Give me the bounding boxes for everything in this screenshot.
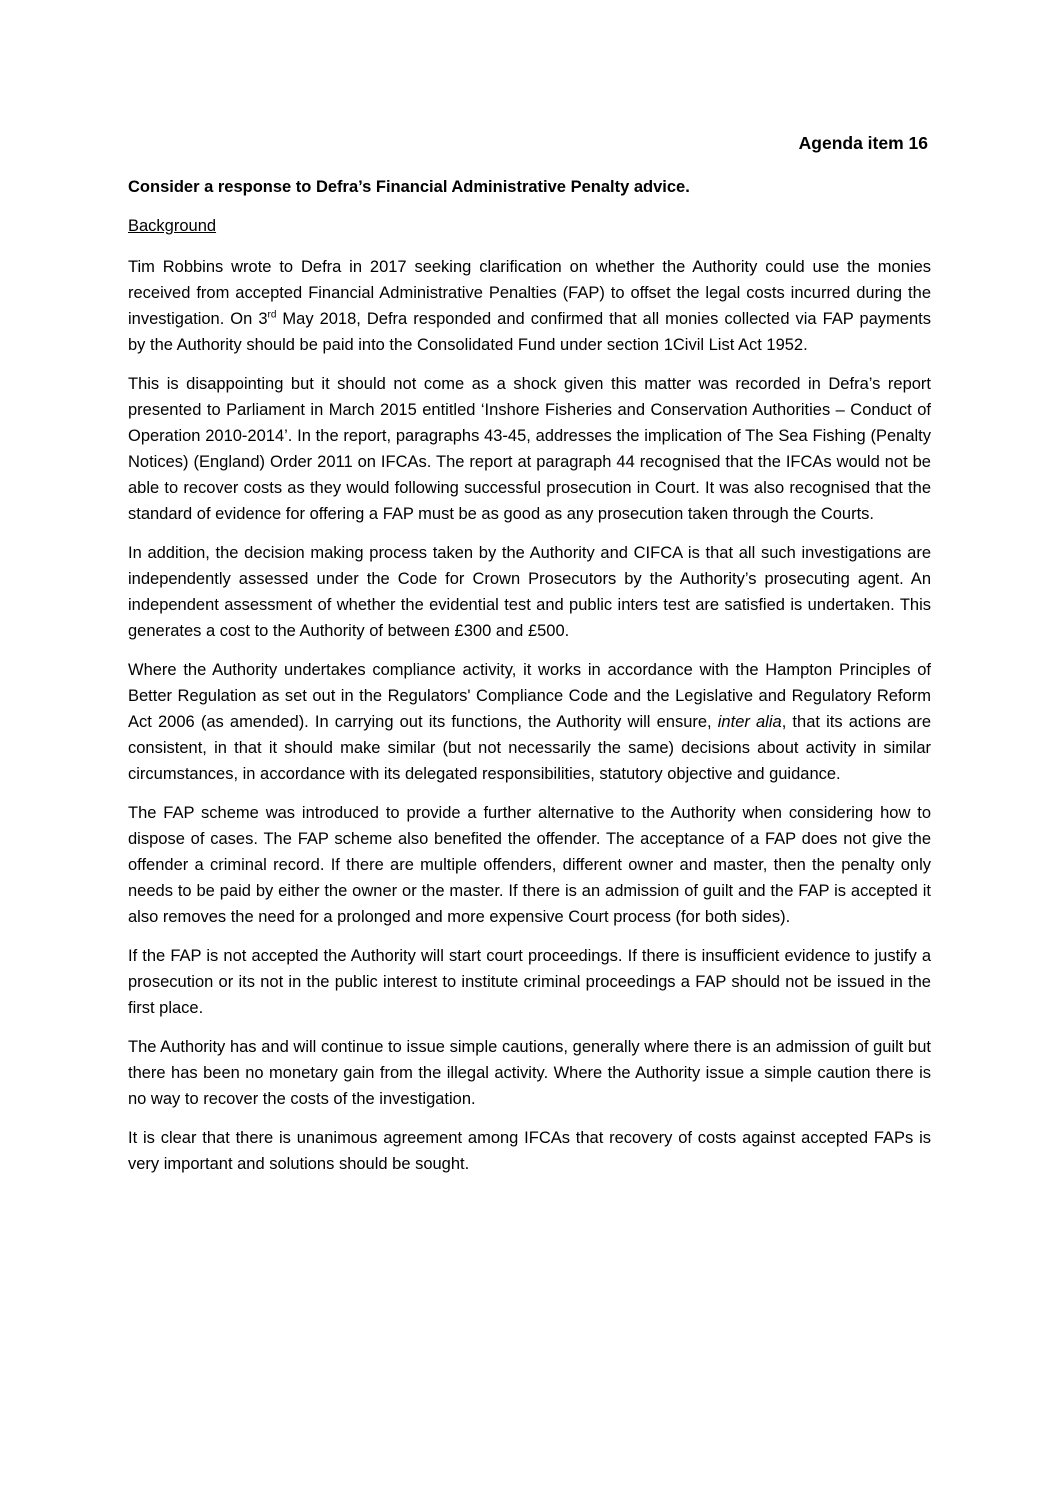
paragraph-6: If the FAP is not accepted the Authority will start court proceedings. If there is insufficient evidence to justify a prosecution or its not in the public interest to institute criminal proceedings a FAP should not be issued in the first place. [128,947,931,1017]
paragraph-2: This is disappointing but it should not come as a shock given this matter was recorded in Defra’s report presented to Parliament in March 2015 entitled ‘Inshore Fisheries and Conservation Authorities – Conduct of Operation 2010-2014’. In the report, paragraphs 43-45, addresses the implication of The Sea Fishing (Penalty Notices) (England) Order 2011 on IFCAs. The report at paragraph 44 recognised that the IFCAs would not be able to recover costs as they would following successful prosecution in Court. It was also recognised that the standard of evidence for offering a FAP must be as good as any prosecution taken through the Courts. [128,375,931,523]
paragraph-1 [128,254,931,358]
ordinal-suffix: rd [267,309,277,321]
section-heading-background: Background [128,217,217,235]
document-body [128,254,931,1190]
paragraph-1-text-end: May 2018, Defra responded and confirmed that all monies collected via FAP payments by the Authority should be paid into the Consolidated Fund under section 1Civil List Act 1952. [128,310,931,354]
paragraph-3: In addition, the decision making process taken by the Authority and CIFCA is that all such investigations are independently assessed under the Code for Crown Prosecutors by the Authority’s prosecuting agent. An independent assessment of whether the evidential test and public inters test are satisfied is undertaken. This generates a cost to the Authority of between £300 and £500. [128,544,931,640]
paragraph-7: The Authority has and will continue to issue simple cautions, generally where there is an admission of guilt but there has been no monetary gain from the illegal activity. Where the Authority issue a simple caution there is no way to recover the costs of the investigation. [128,1038,931,1108]
paragraph-1-text-start: Tim Robbins wrote to Defra in 2017 seeking clarification on whether the Authority could use the monies received from accepted Financial Administrative Penalties (FAP) to offset the legal costs incurred during the investigation. On 3 [128,258,931,328]
paragraph-5: The FAP scheme was introduced to provide a further alternative to the Authority when considering how to dispose of cases. The FAP scheme also benefited the offender. The acceptance of a FAP does not give the offender a criminal record. If there are multiple offenders, different owner and master, then the penalty only needs to be paid by either the owner or the master. If there is an admission of guilt and the FAP is accepted it also removes the need for a prolonged and more expensive Court process (for both sides). [128,804,931,926]
agenda-item-label: Agenda item 16 [798,133,928,153]
latin-phrase: inter alia [717,713,782,731]
paragraph-4 [128,657,931,787]
paragraph-4-text-end: , that its actions are consistent, in that it should make similar (but not necessarily the same) decisions about activity in similar circumstances, in accordance with its delegated responsibilities, statutory objective and guidance. [128,713,931,783]
paragraph-4-text-start: Where the Authority undertakes compliance activity, it works in accordance with the Hampton Principles of Better Regulation as set out in the Regulators' Compliance Code and the Legislative and Regulatory Reform Act 2006 (as amended). In carrying out its functions, the Authority will ensure, [128,661,931,731]
paragraph-8: It is clear that there is unanimous agreement among IFCAs that recovery of costs against accepted FAPs is very important and solutions should be sought. [128,1129,931,1173]
document-title: Consider a response to Defra’s Financial Administrative Penalty advice. [128,178,690,196]
